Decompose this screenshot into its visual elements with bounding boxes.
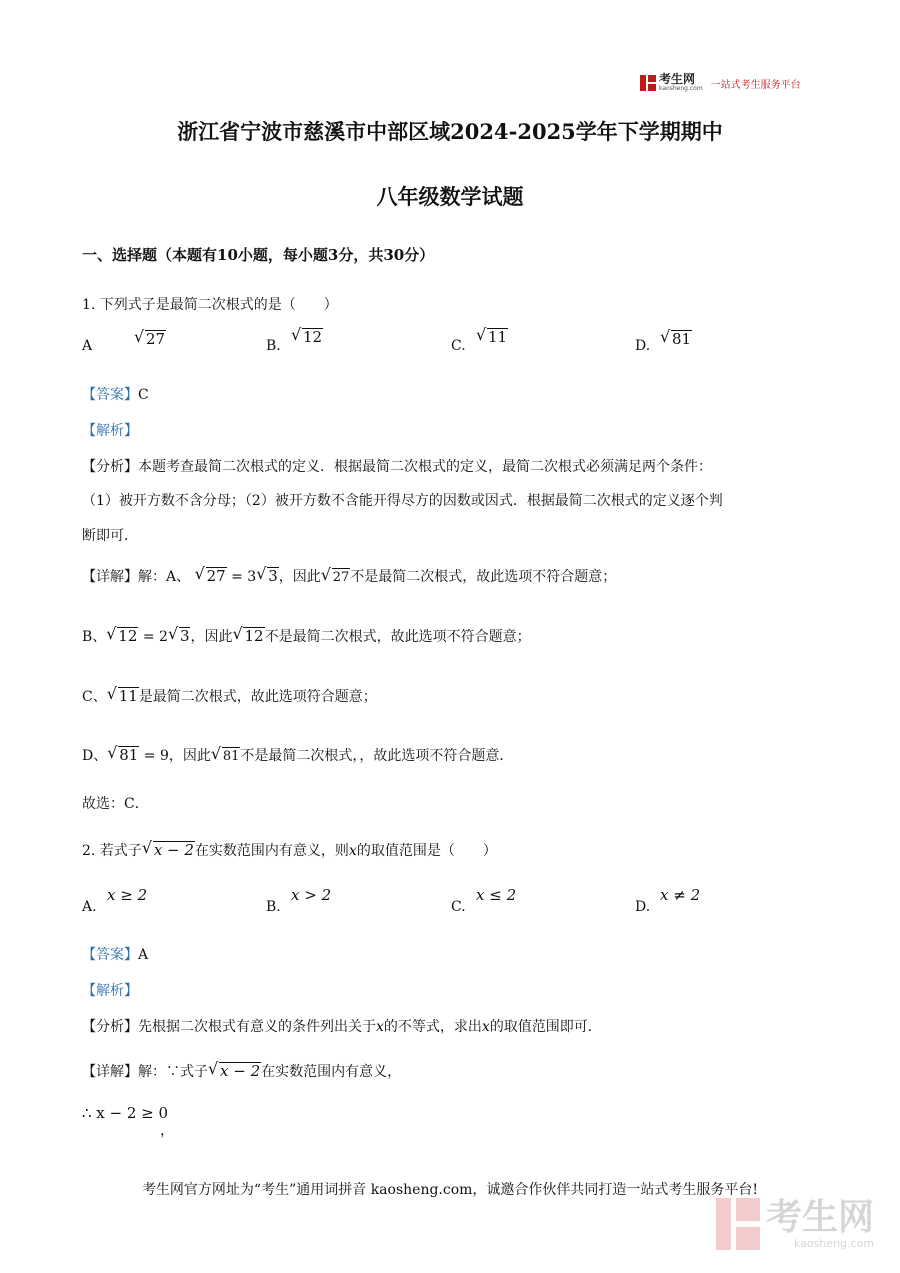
- option-label: B.: [266, 338, 281, 354]
- q2-option-a-expr: x ≥ 2: [107, 886, 148, 904]
- detail-text: 不是最简二次根式，故此选项不符合题意；: [264, 629, 531, 645]
- page-subtitle: 八年级数学试题: [376, 184, 524, 209]
- q2-option-b: B.: [266, 899, 281, 915]
- q2-therefore: ∴ x − 2 ≥ 0: [82, 1104, 169, 1122]
- watermark-mark-icon: [716, 1198, 760, 1250]
- logo-domain: kaosheng.com: [659, 85, 703, 92]
- q2-detail: [82, 1061, 401, 1081]
- detail-text: 不是最简二次根式，故此选项不符合题意；: [350, 569, 617, 585]
- detail-text: 解：∵式子: [138, 1064, 208, 1080]
- sqrt-expression: √ 81: [660, 330, 692, 348]
- detail-text: ，因此: [190, 629, 233, 645]
- sqrt-expression: √ 11: [476, 328, 508, 346]
- q1-option-b-expr: [291, 328, 323, 346]
- fenxi-tag: 【分析】: [82, 459, 138, 475]
- q2-option-d: D.: [635, 899, 651, 915]
- math-var: x: [348, 843, 357, 859]
- detail-text: ，因此: [278, 569, 321, 585]
- math-text: = 2: [138, 629, 168, 645]
- sqrt-expression: √ x − 2: [142, 841, 195, 859]
- math-var: x: [376, 1019, 384, 1035]
- logo-slogan: 一站式考生服务平台: [710, 79, 801, 91]
- fenxi-text: 本题考查最简二次根式的定义．根据最简二次根式的定义，最简二次根式必须满足两个条件：: [138, 459, 712, 475]
- answer-value: A: [138, 947, 149, 963]
- q2-comma: ，: [160, 1123, 174, 1139]
- q1-option-d-expr: [660, 330, 692, 348]
- q1-detail-d: [82, 745, 513, 765]
- fenxi-text: 先根据二次根式有意义的条件列出关于: [138, 1019, 376, 1035]
- option-label: C.: [451, 338, 466, 354]
- q1-choice: 故选：C．: [82, 796, 149, 812]
- detail-text: 在实数范围内有意义，: [261, 1064, 402, 1080]
- detail-tag: 【详解】: [82, 1064, 138, 1080]
- watermark: [716, 1198, 874, 1250]
- detail-text: 不是最简二次根式，，故此选项不符合题意．: [240, 748, 514, 764]
- sqrt-expression: √ 11: [107, 687, 139, 705]
- q1-detail-b: [82, 626, 531, 646]
- logo-name: 考生网: [659, 72, 696, 86]
- answer-tag: 【答案】: [82, 947, 138, 963]
- q1-fenxi-line1: [82, 456, 712, 476]
- sqrt-expression: √ 81: [211, 747, 241, 765]
- stem-text: 在实数范围内有意义，则: [194, 843, 349, 859]
- q1-answer: [82, 384, 149, 404]
- q1-stem: 1. 下列式子是最简二次根式的是（ ）: [82, 297, 338, 313]
- answer-value: C: [138, 387, 149, 403]
- q2-analysis-tag: 【解析】: [82, 983, 138, 999]
- q2-stem: [82, 840, 497, 860]
- footer-note: 考生网官方网址为“考生”通用词拼音 kaosheng.com，诚邀合作伙伴共同打造一站式考生服务平台!: [141, 1182, 759, 1198]
- page-title: 浙江省宁波市慈溪市中部区域2024-2025学年下学期期中: [177, 119, 723, 144]
- q1-option-a-expr: [134, 330, 166, 348]
- watermark-domain: kaosheng.com: [793, 1236, 875, 1250]
- q2-fenxi: [82, 1016, 602, 1036]
- q1-option-d: [635, 338, 650, 354]
- detail-text: ，因此: [168, 748, 211, 764]
- logo-mark-icon: [640, 75, 656, 91]
- detail-text: 解：A、: [138, 569, 191, 585]
- q2-option-d-expr: x ≠ 2: [660, 886, 701, 904]
- q2-option-c-expr: x ≤ 2: [476, 886, 517, 904]
- sqrt-expression: √ 12: [232, 627, 264, 645]
- sqrt-expression: √ x − 2: [208, 1062, 261, 1080]
- sqrt-expression: √ 27: [134, 330, 166, 348]
- sqrt-expression: √ 12: [106, 627, 138, 645]
- watermark-name: 考生网: [766, 1196, 875, 1238]
- q1-option-a: [82, 338, 92, 354]
- math-text: = 3: [226, 569, 257, 585]
- detail-text: B、: [82, 629, 107, 645]
- option-label: A: [82, 338, 93, 354]
- fenxi-text: 的不等式，求出: [383, 1019, 482, 1035]
- q2-option-c: C.: [451, 899, 466, 915]
- math-text: = 9: [139, 748, 169, 764]
- q1-option-c-expr: [476, 328, 508, 346]
- fenxi-text: 的取值范围即可．: [489, 1019, 602, 1035]
- q1-option-c: [451, 338, 466, 354]
- q1-fenxi-line2: （1）被开方数不含分母；（2）被开方数不含能开得尽方的因数或因式．根据最简二次根式的定义逐个判: [82, 493, 723, 509]
- math-var: x: [481, 1019, 490, 1035]
- q1-fenxi-line3: 断即可．: [82, 528, 138, 544]
- detail-text: D、: [82, 748, 108, 764]
- sqrt-expression: √ 3: [168, 627, 191, 645]
- answer-tag: 【答案】: [82, 387, 138, 403]
- q1-detail-c: [82, 686, 377, 706]
- sqrt-expression: √ 27: [195, 567, 227, 585]
- q2-option-a: A.: [82, 899, 97, 915]
- q1-option-b: [266, 338, 281, 354]
- detail-tag: 【详解】: [82, 569, 138, 585]
- option-label: D.: [635, 338, 651, 354]
- section-heading: 一、选择题（本题有10小题，每小题3分，共30分）: [82, 246, 435, 264]
- detail-text: C、: [82, 689, 107, 705]
- q2-answer: [82, 944, 148, 964]
- stem-text: 2. 若式子: [82, 843, 142, 859]
- header-logo: [640, 74, 801, 92]
- q2-option-b-expr: x > 2: [291, 886, 332, 904]
- q1-analysis-tag: 【解析】: [82, 423, 138, 439]
- sqrt-expression: √ 12: [291, 328, 323, 346]
- sqrt-expression: √ 27: [321, 568, 351, 586]
- logo-text: [659, 74, 703, 92]
- fenxi-tag: 【分析】: [82, 1019, 138, 1035]
- sqrt-expression: √ 3: [256, 567, 279, 585]
- watermark-text: [766, 1196, 875, 1250]
- detail-text: 是最简二次根式，故此选项符合题意；: [138, 689, 377, 705]
- stem-text: 的取值范围是（ ）: [356, 843, 497, 859]
- sqrt-expression: √ 81: [107, 746, 139, 764]
- q1-detail-a: [82, 566, 616, 586]
